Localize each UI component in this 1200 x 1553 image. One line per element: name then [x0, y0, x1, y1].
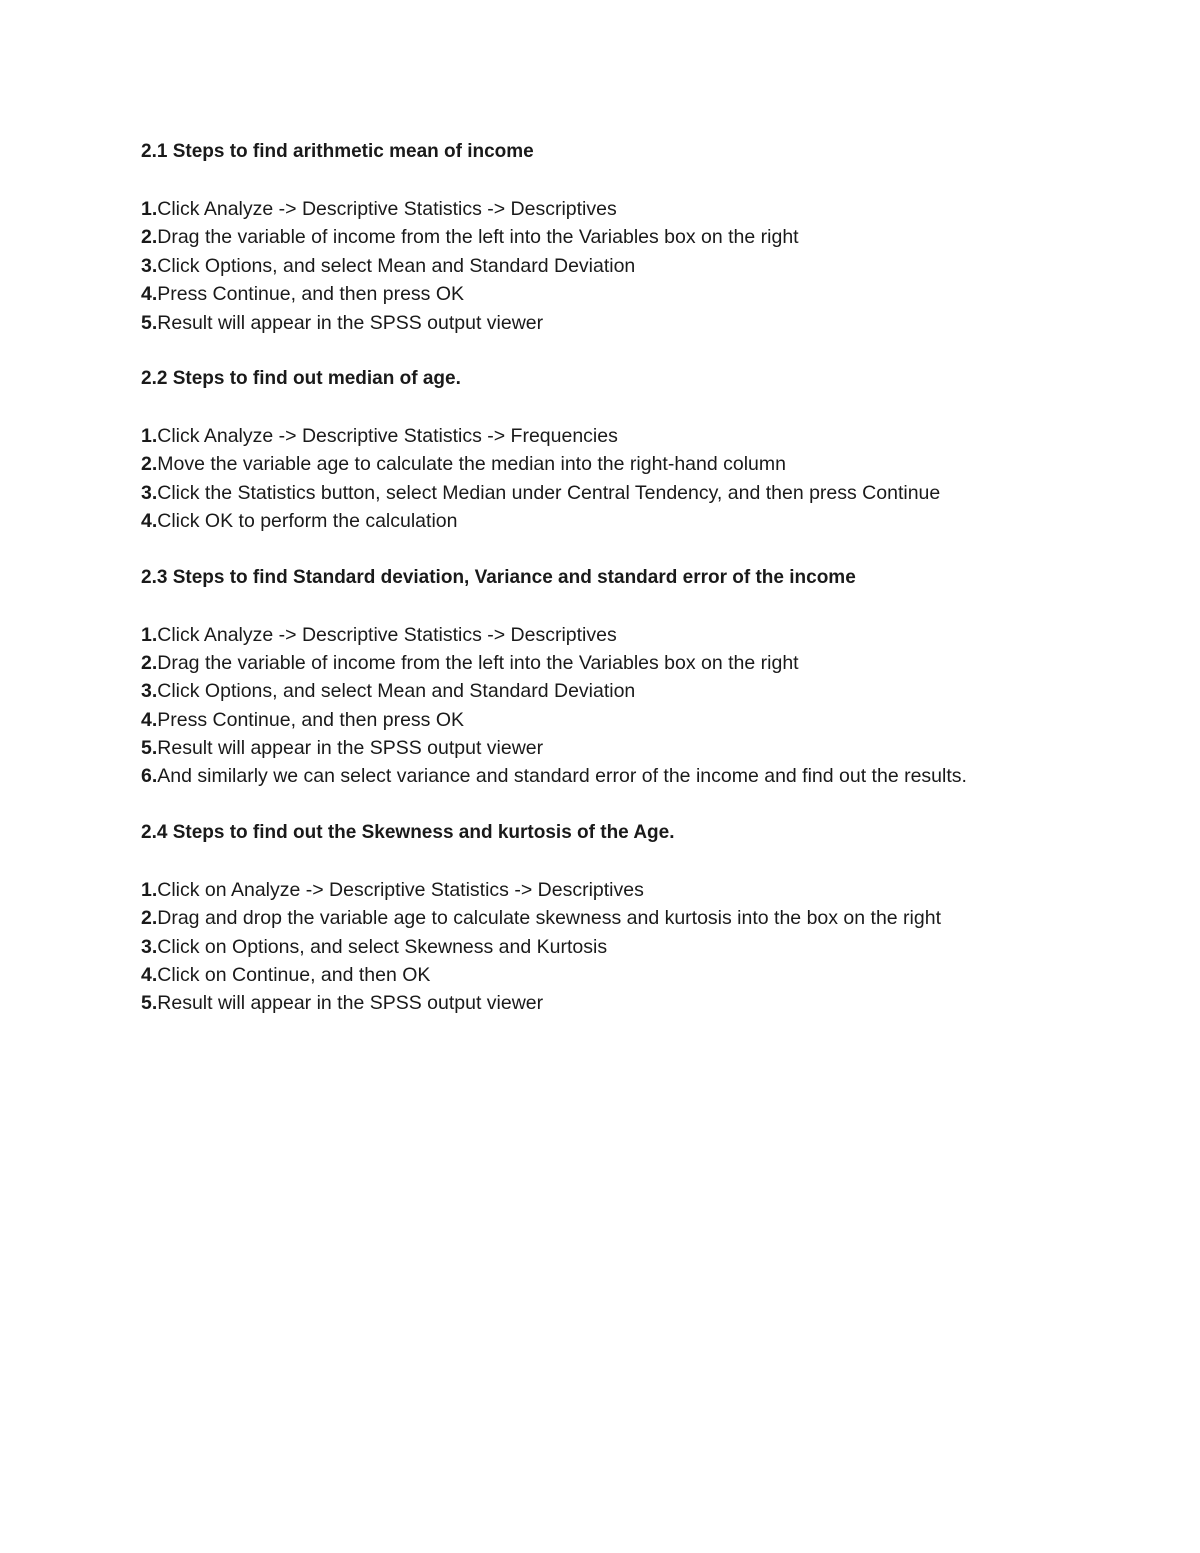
step-item [141, 989, 1141, 1017]
step-item [141, 479, 1141, 507]
step-item [141, 677, 1141, 705]
step-item [141, 876, 1141, 904]
step-number: 4. [141, 283, 158, 306]
step-number: 6. [141, 765, 158, 788]
step-text: Click Analyze -> Descriptive Statistics -> Descriptives [157, 623, 617, 646]
section-heading: 2.4 Steps to find out the Skewness and kurtosis of the Age. [141, 821, 675, 843]
step-item [141, 507, 1141, 535]
step-number: 3. [141, 481, 158, 504]
step-item [141, 621, 1141, 649]
step-text: And similarly we can select variance and standard error of the income and find out the results. [157, 765, 967, 788]
step-text: Result will appear in the SPSS output viewer [157, 311, 544, 334]
step-text: Drag the variable of income from the left into the Variables box on the right [157, 651, 799, 674]
section-heading: 2.2 Steps to find out median of age. [141, 367, 461, 389]
section-arithmetic-mean [141, 138, 1141, 337]
step-item [141, 280, 1141, 308]
step-text: Press Continue, and then press OK [157, 283, 465, 306]
step-text: Click Analyze -> Descriptive Statistics -> Descriptives [157, 198, 617, 220]
step-item [141, 933, 1141, 961]
step-text: Click Analyze -> Descriptive Statistics -> Frequencies [157, 424, 618, 447]
section-skewness-kurtosis [141, 819, 1141, 1018]
step-number: 1. [141, 424, 158, 447]
step-list [141, 876, 1141, 1018]
step-item [141, 762, 1141, 790]
step-number: 4. [141, 708, 158, 731]
step-text: Click on Continue, and then OK [157, 964, 431, 987]
step-number: 4. [141, 964, 158, 987]
step-text: Result will appear in the SPSS output viewer [157, 992, 544, 1015]
step-text: Result will appear in the SPSS output viewer [157, 737, 544, 760]
step-list [141, 621, 1141, 791]
step-item [141, 649, 1141, 677]
step-text: Click OK to perform the calculation [157, 510, 458, 533]
step-text: Move the variable age to calculate the median into the right-hand column [157, 453, 786, 476]
step-item [141, 422, 1141, 450]
step-number: 5. [141, 737, 158, 760]
step-number: 3. [141, 680, 158, 703]
step-item [141, 734, 1141, 762]
step-item [141, 309, 1141, 337]
section-std-dev-variance [141, 564, 1141, 791]
step-text: Drag and drop the variable age to calculate skewness and kurtosis into the box on the right [157, 907, 941, 930]
section-heading: 2.1 Steps to find arithmetic mean of income [141, 141, 534, 162]
document-body [141, 138, 1141, 1046]
step-item [141, 195, 1141, 223]
step-item [141, 450, 1141, 478]
step-text: Click Options, and select Mean and Standard Deviation [157, 254, 636, 277]
step-number: 3. [141, 254, 158, 277]
step-number: 5. [141, 311, 158, 334]
step-list [141, 195, 1141, 337]
step-text: Click the Statistics button, select Median under Central Tendency, and then press Continue [157, 481, 941, 504]
step-number: 5. [141, 992, 158, 1015]
step-item [141, 961, 1141, 989]
step-item [141, 904, 1141, 932]
step-item [141, 252, 1141, 280]
step-item [141, 223, 1141, 251]
step-number: 1. [141, 623, 158, 646]
step-number: 1. [141, 198, 158, 220]
section-heading: 2.3 Steps to find Standard deviation, Variance and standard error of the income [141, 566, 856, 588]
step-number: 3. [141, 935, 158, 958]
step-text: Press Continue, and then press OK [157, 708, 465, 731]
step-text: Click on Options, and select Skewness and Kurtosis [157, 935, 608, 958]
step-text: Click on Analyze -> Descriptive Statistics -> Descriptives [157, 878, 644, 901]
step-number: 1. [141, 878, 158, 901]
step-text: Click Options, and select Mean and Standard Deviation [157, 680, 636, 703]
step-number: 2. [141, 226, 158, 249]
step-text: Drag the variable of income from the left into the Variables box on the right [157, 226, 799, 249]
step-number: 2. [141, 453, 158, 476]
section-median-age [141, 365, 1141, 536]
step-number: 4. [141, 510, 158, 533]
step-number: 2. [141, 651, 158, 674]
step-number: 2. [141, 907, 158, 930]
step-list [141, 422, 1141, 536]
step-item [141, 706, 1141, 734]
